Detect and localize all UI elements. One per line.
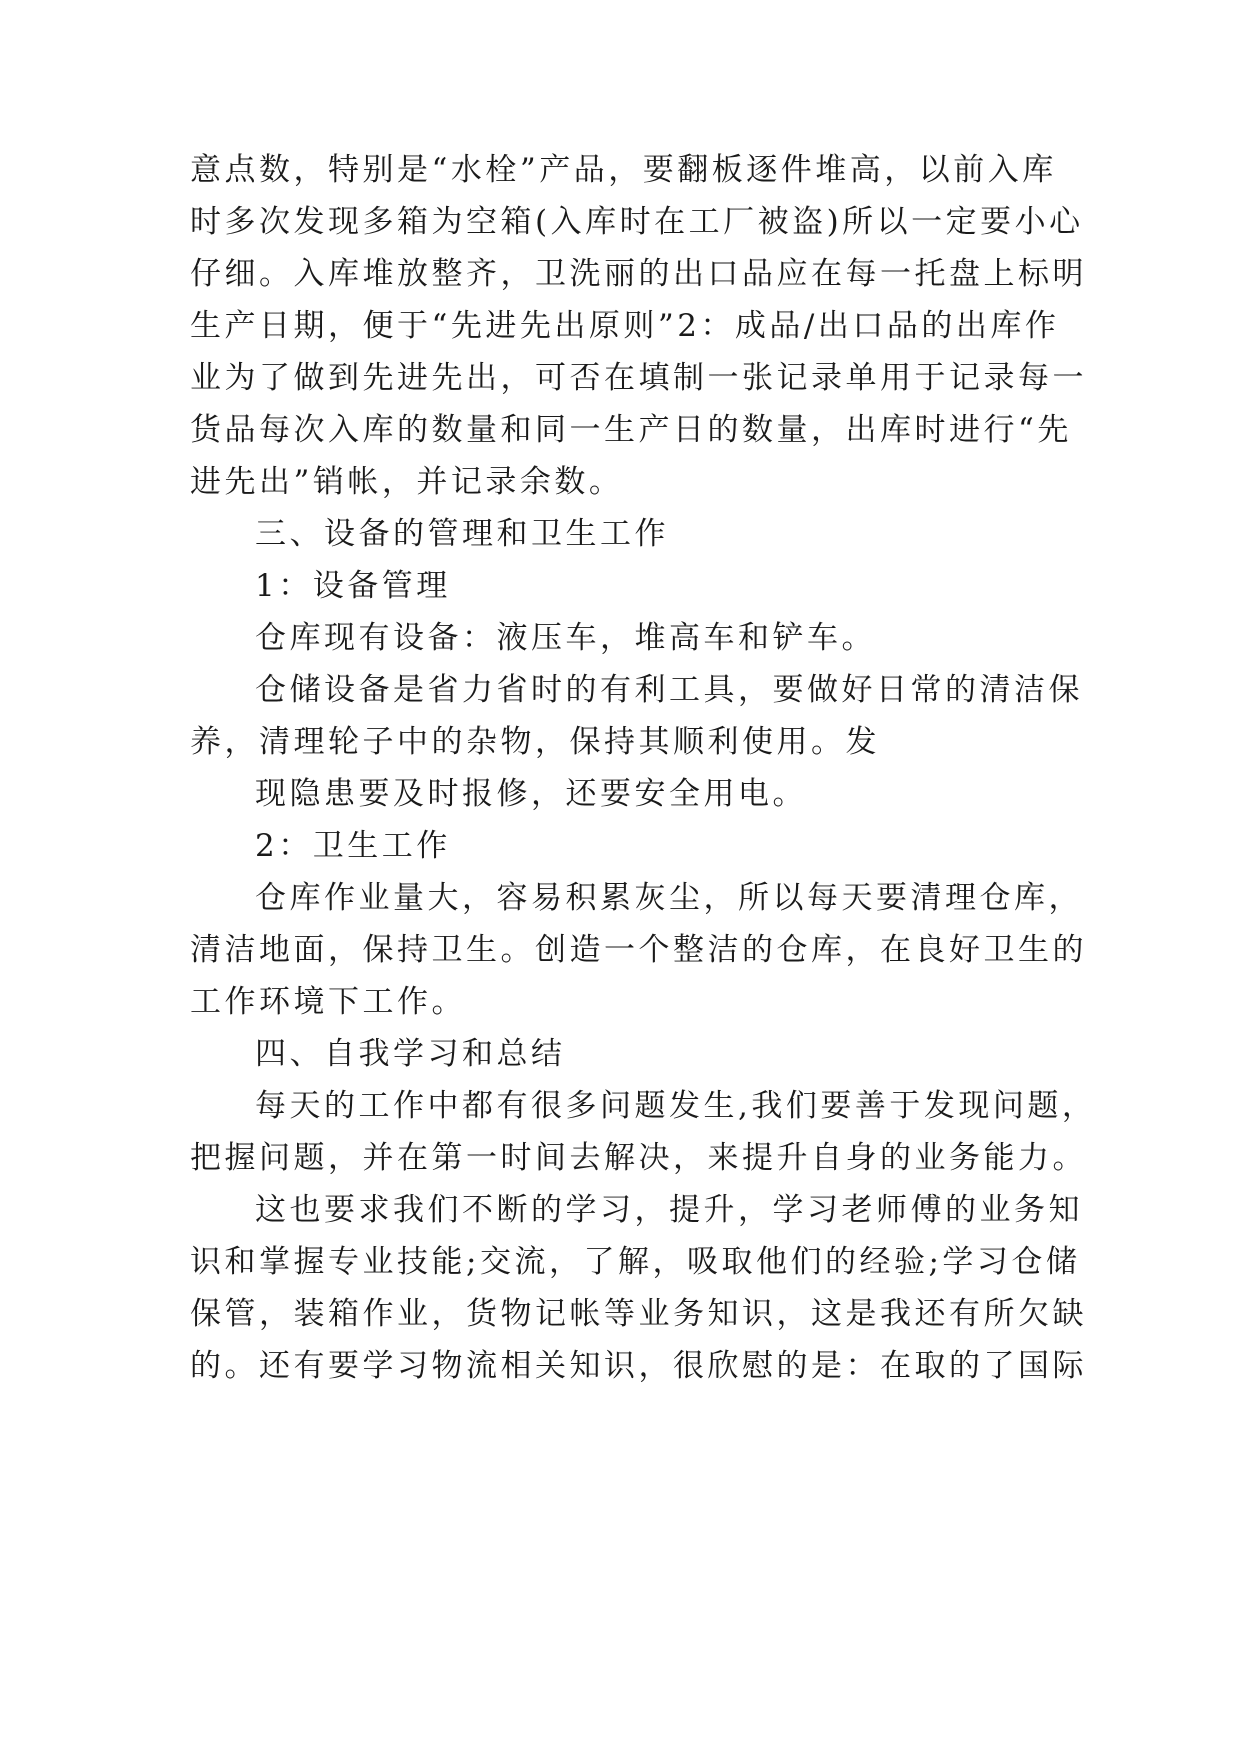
text-line: 保管，装箱作业，货物记帐等业务知识，这是我还有所欠缺	[190, 1296, 1087, 1332]
text-line: 进先出”销帐，并记录余数。	[190, 464, 624, 500]
text-line: 清洁地面，保持卫生。创造一个整洁的仓库，在良好卫生的	[190, 932, 1087, 968]
text-line: 生产日期，便于“先进先出原则”2：成品/出口品的出库作	[190, 308, 1060, 344]
text-line: 货品每次入库的数量和同一生产日的数量，出库时进行“先	[190, 412, 1072, 448]
text-line: 仓库作业量大，容易积累灰尘，所以每天要清理仓库，	[255, 880, 1083, 916]
text-line: 这也要求我们不断的学习，提升，学习老师傅的业务知	[255, 1192, 1083, 1228]
text-line: 时多次发现多箱为空箱(入库时在工厂被盗)所以一定要小心	[190, 204, 1084, 240]
section-heading: 四、自我学习和总结	[255, 1036, 566, 1072]
text-line: 识和掌握专业技能;交流，了解，吸取他们的经验;学习仓储	[190, 1244, 1081, 1280]
text-line: 仓库现有设备：液压车，堆高车和铲车。	[255, 620, 876, 656]
text-line: 意点数，特别是“水栓”产品，要翻板逐件堆高，以前入库	[190, 152, 1057, 188]
subsection-heading: 1：设备管理	[255, 568, 451, 604]
text-line: 把握问题，并在第一时间去解决，来提升自身的业务能力。	[190, 1140, 1087, 1176]
section-heading: 三、设备的管理和卫生工作	[255, 516, 669, 552]
text-line: 养，清理轮子中的杂物，保持其顺利使用。发	[190, 724, 880, 760]
text-line: 业为了做到先进先出，可否在填制一张记录单用于记录每一	[190, 360, 1087, 396]
text-line: 现隐患要及时报修，还要安全用电。	[255, 776, 807, 812]
text-line: 仔细。入库堆放整齐，卫洗丽的出口品应在每一托盘上标明	[190, 256, 1087, 292]
text-line: 工作环境下工作。	[190, 984, 466, 1020]
text-line: 的。还有要学习物流相关知识，很欣慰的是：在取的了国际	[190, 1348, 1087, 1384]
subsection-heading: 2：卫生工作	[255, 828, 451, 864]
text-line: 每天的工作中都有很多问题发生,我们要善于发现问题，	[255, 1088, 1097, 1124]
text-line: 仓储设备是省力省时的有利工具，要做好日常的清洁保	[255, 672, 1083, 708]
